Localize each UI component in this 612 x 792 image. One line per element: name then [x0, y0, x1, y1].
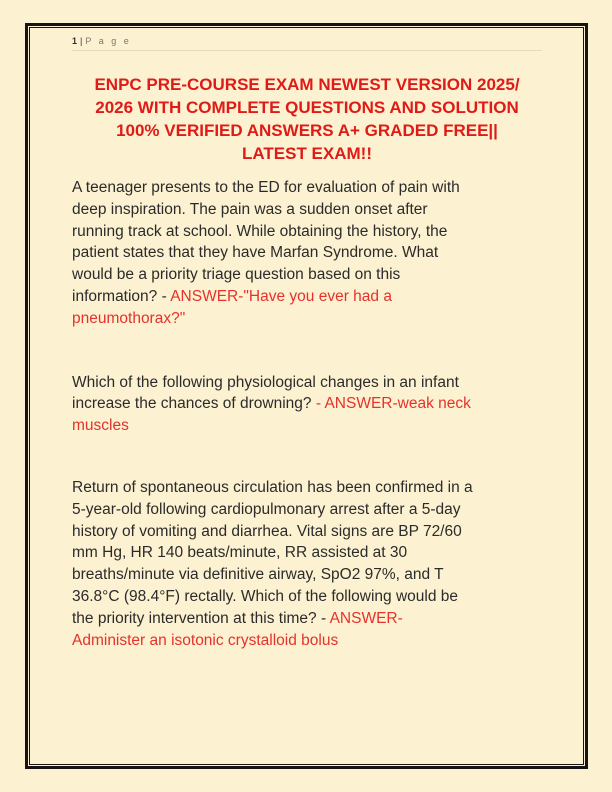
- answer-text: muscles: [72, 417, 129, 435]
- question-text: 36.8°C (98.4°F) rectally. Which of the following would be: [72, 587, 459, 605]
- text-line: [72, 630, 542, 652]
- question-text: breaths/minute via definitive airway, SpO2 97%, and T: [72, 566, 444, 584]
- answer-text: ANSWER-"Have you ever had a: [170, 287, 392, 305]
- question-text: history of vomiting and diarrhea. Vital signs are BP 72/60: [72, 522, 462, 540]
- text-line: [72, 308, 542, 330]
- text-line: [72, 608, 542, 630]
- page-border-inner-line: [29, 27, 584, 765]
- text-line: [72, 564, 542, 586]
- text-line: [72, 286, 542, 308]
- question-text: 5-year-old following cardiopulmonary arrest after a 5-day: [72, 500, 461, 518]
- header-rule: [72, 50, 542, 51]
- text-line: [72, 221, 542, 243]
- answer-text: pneumothorax?": [72, 309, 186, 327]
- question-answer-block-1: [72, 177, 542, 330]
- question-text: A teenager presents to the ED for evaluation of pain with: [72, 179, 460, 196]
- question-text: increase the chances of drowning?: [72, 395, 316, 413]
- question-text: Which of the following physiological changes in an infant: [72, 373, 459, 391]
- question-text: deep inspiration. The pain was a sudden onset after: [72, 200, 428, 218]
- text-line: [72, 242, 542, 264]
- question-text: Return of spontaneous circulation has been confirmed in a: [72, 478, 473, 496]
- text-line: [72, 264, 542, 286]
- page-header-label: P a g e: [85, 36, 132, 46]
- question-text: mm Hg, HR 140 beats/minute, RR assisted at 30: [72, 544, 408, 562]
- text-line: [72, 372, 542, 394]
- text-line: [72, 499, 542, 521]
- question-text: information? -: [72, 287, 171, 305]
- text-line: [72, 177, 542, 199]
- text-line: [72, 586, 542, 608]
- question-answer-block-3: [72, 477, 542, 651]
- question-answer-block-2: [72, 372, 542, 437]
- answer-text: Administer an isotonic crystalloid bolus: [72, 631, 339, 649]
- text-line: [72, 415, 542, 437]
- text-line: [72, 199, 542, 221]
- page-header: [72, 36, 542, 47]
- text-line: [72, 393, 542, 415]
- page-content: [30, 28, 583, 651]
- question-text: would be a priority triage question based on this: [72, 266, 401, 284]
- text-line: [72, 521, 542, 543]
- question-text: patient states that they have Marfan Syndrome. What: [72, 244, 439, 262]
- answer-text: ANSWER-: [329, 609, 403, 627]
- document-title: [72, 73, 542, 165]
- title-line: ENPC PRE-COURSE EXAM NEWEST VERSION 2025/: [94, 75, 520, 94]
- question-text: running track at school. While obtaining the history, the: [72, 222, 448, 240]
- text-line: [72, 542, 542, 564]
- page-number: 1: [72, 36, 78, 46]
- text-line: [72, 477, 542, 499]
- title-line: 2026 WITH COMPLETE QUESTIONS AND SOLUTION: [95, 98, 519, 117]
- page-header-separator: |: [80, 36, 83, 46]
- title-line: 100% VERIFIED ANSWERS A+ GRADED FREE||: [116, 121, 498, 140]
- answer-text: - ANSWER-weak neck: [315, 395, 471, 413]
- page-border-frame: [25, 23, 588, 769]
- question-text: the priority intervention at this time? -: [72, 609, 330, 627]
- title-line: LATEST EXAM!!: [241, 144, 372, 163]
